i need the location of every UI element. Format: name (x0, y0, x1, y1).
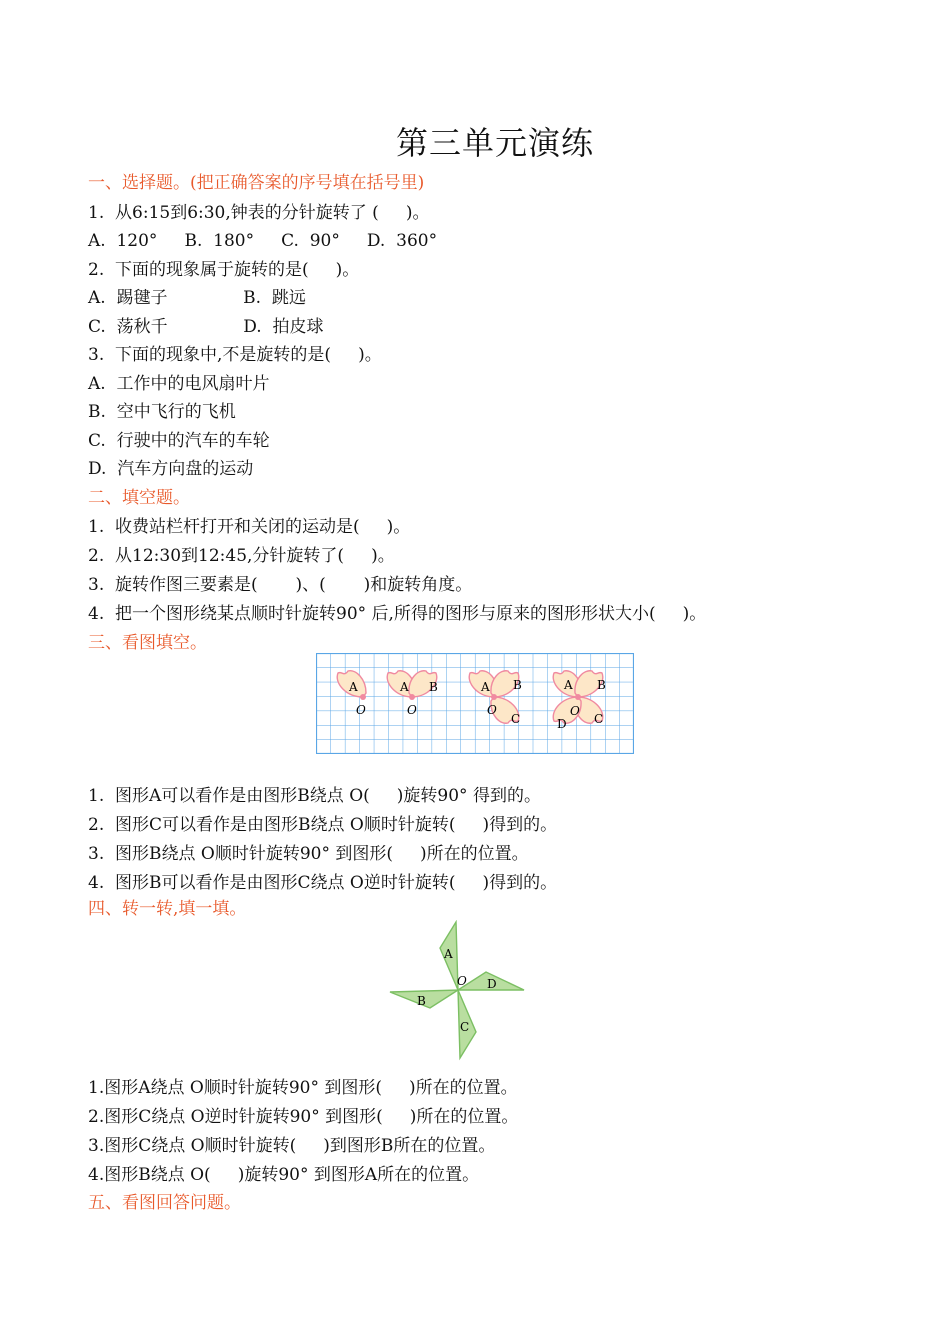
grid-label-a-1: A (349, 680, 358, 694)
s4-question-2: 2.图形C绕点 O逆时针旋转90° 到图形( )所在的位置。 (88, 1107, 519, 1127)
section-3-heading: 三、看图填空。 (88, 633, 207, 653)
s1-question-3: 3. 下面的现象中,不是旋转的是( )。 (88, 345, 382, 365)
s2-question-4: 4. 把一个图形绕某点顺时针旋转90° 后,所得的图形与原来的图形形状大小( )。 (88, 604, 707, 624)
grid-label-a-4: A (564, 678, 573, 692)
s4-question-4: 4.图形B绕点 O( )旋转90° 到图形A所在的位置。 (88, 1165, 480, 1185)
s1-question-3-option-a: A. 工作中的电风扇叶片 (88, 374, 270, 394)
pinwheel-label-o: O (457, 974, 467, 988)
s2-question-2: 2. 从12:30到12:45,分针旋转了( )。 (88, 546, 395, 566)
s1-question-2: 2. 下面的现象属于旋转的是( )。 (88, 260, 360, 280)
pinwheel-label-b: B (417, 994, 426, 1008)
pinwheel-label-a: A (444, 947, 453, 961)
pinwheel-figure (386, 920, 528, 1062)
grid-label-o-3: O (487, 703, 497, 717)
section-4-heading: 四、转一转,填一填。 (88, 899, 247, 919)
s2-question-3: 3. 旋转作图三要素是( )、( )和旋转角度。 (88, 575, 473, 595)
s3-question-2: 2. 图形C可以看作是由图形B绕点 O顺时针旋转( )得到的。 (88, 815, 558, 835)
s1-question-2-options-ab: A. 踢毽子 B. 跳远 (88, 288, 306, 308)
grid-label-o-2: O (407, 703, 417, 717)
s1-question-3-option-c: C. 行驶中的汽车的车轮 (88, 431, 270, 451)
grid-label-c-4: C (594, 712, 604, 726)
grid-label-o-4: O (570, 704, 580, 718)
s1-question-3-option-d: D. 汽车方向盘的运动 (88, 459, 254, 479)
grid-label-b-4: B (597, 678, 606, 692)
page-title: 第三单元演练 (395, 124, 594, 162)
grid-label-a-3: A (481, 680, 490, 694)
grid-label-a-2: A (400, 680, 409, 694)
s2-question-1: 1. 收费站栏杆打开和关闭的运动是( )。 (88, 517, 411, 537)
section-5-heading: 五、看图回答问题。 (88, 1193, 241, 1213)
s4-question-1: 1.图形A绕点 O顺时针旋转90° 到图形( )所在的位置。 (88, 1078, 518, 1098)
grid-label-c-3: C (511, 712, 521, 726)
s3-question-1: 1. 图形A可以看作是由图形B绕点 O( )旋转90° 得到的。 (88, 786, 541, 806)
petal-rotation-grid-figure (316, 653, 634, 754)
s1-question-1: 1. 从6:15到6:30,钟表的分针旋转了 ( )。 (88, 203, 430, 223)
s3-question-4: 4. 图形B可以看作是由图形C绕点 O逆时针旋转( )得到的。 (88, 873, 558, 893)
section-1-heading: 一、选择题。(把正确答案的序号填在括号里) (88, 173, 425, 193)
grid-label-b-2: B (429, 680, 438, 694)
s1-question-2-options-cd: C. 荡秋千 D. 拍皮球 (88, 317, 324, 337)
grid-label-b-3: B (513, 678, 522, 692)
s4-question-3: 3.图形C绕点 O顺时针旋转( )到图形B所在的位置。 (88, 1136, 496, 1156)
pinwheel-label-d: D (487, 977, 497, 991)
s1-question-3-option-b: B. 空中飞行的飞机 (88, 402, 236, 422)
pinwheel-label-c: C (460, 1020, 470, 1034)
grid-label-o-1: O (356, 703, 366, 717)
s1-question-1-options: A. 120° B. 180° C. 90° D. 360° (88, 231, 438, 251)
s3-question-3: 3. 图形B绕点 O顺时针旋转90° 到图形( )所在的位置。 (88, 844, 529, 864)
grid-label-d-4: D (557, 717, 567, 731)
section-2-heading: 二、填空题。 (88, 488, 190, 508)
